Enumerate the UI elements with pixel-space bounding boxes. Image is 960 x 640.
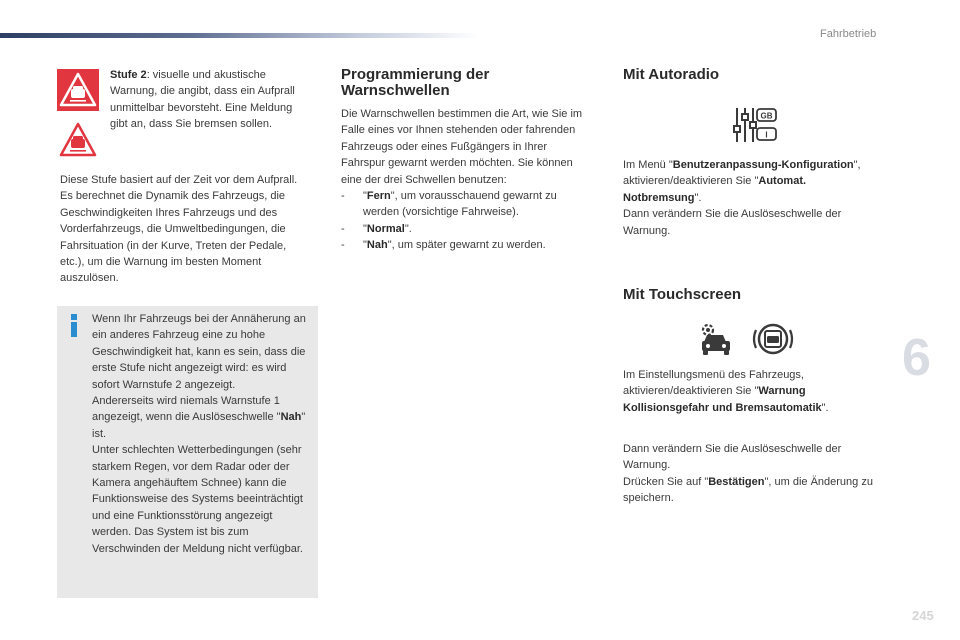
touchscreen-paragraph-1: Im Einstellungsmenü des Fahrzeugs, aktivieren/deaktivieren Sie "Warnung Kollisionsgefahr und Bremsautomatik". — [623, 369, 829, 414]
collision-warning-outline-icon — [57, 119, 99, 161]
info-paragraph-2: Andererseits wird niemals Warnstufe 1 angezeigt, wenn die Auslöseschwelle "Nah" ist. — [92, 395, 306, 440]
touchscreen-icons — [698, 320, 796, 363]
collision-brake-icon — [754, 325, 792, 353]
collision-warning-filled-icon — [57, 69, 99, 111]
page-number: 245 — [912, 608, 934, 623]
stage-2-text: : visuelle und akustische Warnung, die angibt, dass ein Aufprall unmittelbar bevorsteht. Eine Meldung gibt an, dass Sie bremsen sollen. — [110, 69, 295, 131]
info-paragraph-1: Wenn Ihr Fahrzeugs bei der Annäherung an ein anderes Fahrzeug eine zu hohe Geschwindigkeit hat, kann es sein, dass die erste Stufe nicht angezeigt wird: es wird sofort Warnstufe 2 angezeigt. — [92, 313, 306, 391]
touchscreen-body-1 — [623, 367, 883, 416]
autoradio-paragraph-2: Dann verändern Sie die Auslöseschwelle der Warnung. — [623, 208, 842, 237]
section-title: Fahrbetrieb — [820, 28, 877, 40]
settings-sliders-icon — [732, 106, 778, 149]
threshold-item-normal: - "Normal". — [341, 222, 412, 235]
programming-intro: Die Warnschwellen bestimmen die Art, wie Sie im Falle eines vor Ihnen stehenden oder fahrenden Fahrzeugs oder eines Fußgängers in Ihrer Fahrspur gewarnt werden möchten. Sie können eine der drei Schwellen benutzen: — [341, 108, 583, 186]
info-box — [57, 306, 318, 598]
threshold-item-far: - "Fern", um vorausschauend gewarnt zu werden (vorsichtige Fahrweise). — [341, 190, 557, 219]
info-icon — [69, 314, 79, 338]
info-text — [92, 311, 310, 557]
touchscreen-paragraph-2: Dann verändern Sie die Auslöseschwelle der Warnung. — [623, 443, 842, 472]
touchscreen-heading: Mit Touchscreen — [623, 286, 742, 303]
autoradio-heading: Mit Autoradio — [623, 66, 720, 83]
autoradio-paragraph-1: Im Menü "Benutzeranpassung-Konfiguration", aktivieren/deaktivieren Sie "Automat. Notbremsung". — [623, 159, 861, 204]
threshold-item-near: - "Nah", um später gewarnt zu werden. — [341, 239, 546, 252]
stage-2-label: Stufe 2 — [110, 69, 147, 81]
touchscreen-paragraph-3: Drücken Sie auf "Bestätigen", um die Änderung zu speichern. — [623, 475, 873, 505]
stage-2-description — [110, 67, 295, 133]
intro-paragraph: Diese Stufe basiert auf der Zeit vor dem Aufprall. Es berechnet die Dynamik des Fahrzeugs, die Geschwindigkeiten Ihres Fahrzeugs und des Vorderfahrzeugs, die Umweltbedingungen, die Fahrsituation (in der Kurve, Treten der Pedale, etc.), um die Warnung im besten Moment auszulösen. — [60, 174, 298, 285]
autoradio-body — [623, 157, 883, 239]
vehicle-settings-icon — [698, 320, 796, 358]
programming-heading: Programmierung der Warnschwellen — [341, 66, 490, 99]
i-label: I — [765, 130, 768, 140]
chapter-number: 6 — [902, 329, 931, 387]
header-gradient-bar — [0, 33, 478, 38]
gb-label: GB — [760, 111, 773, 121]
info-paragraph-3: Unter schlechten Wetterbedingungen (sehr starkem Regen, vor dem Radar oder der Kamera angehäuftem Schnee) kann die Funktionsweise des Systems beeinträchtigt und eine Funktionsstörung angezeigt werden. Das System ist bis zum Verschwinden der Meldung nicht verfügbar. — [92, 444, 303, 555]
programming-body — [341, 106, 586, 254]
touchscreen-body-2 — [623, 441, 883, 507]
